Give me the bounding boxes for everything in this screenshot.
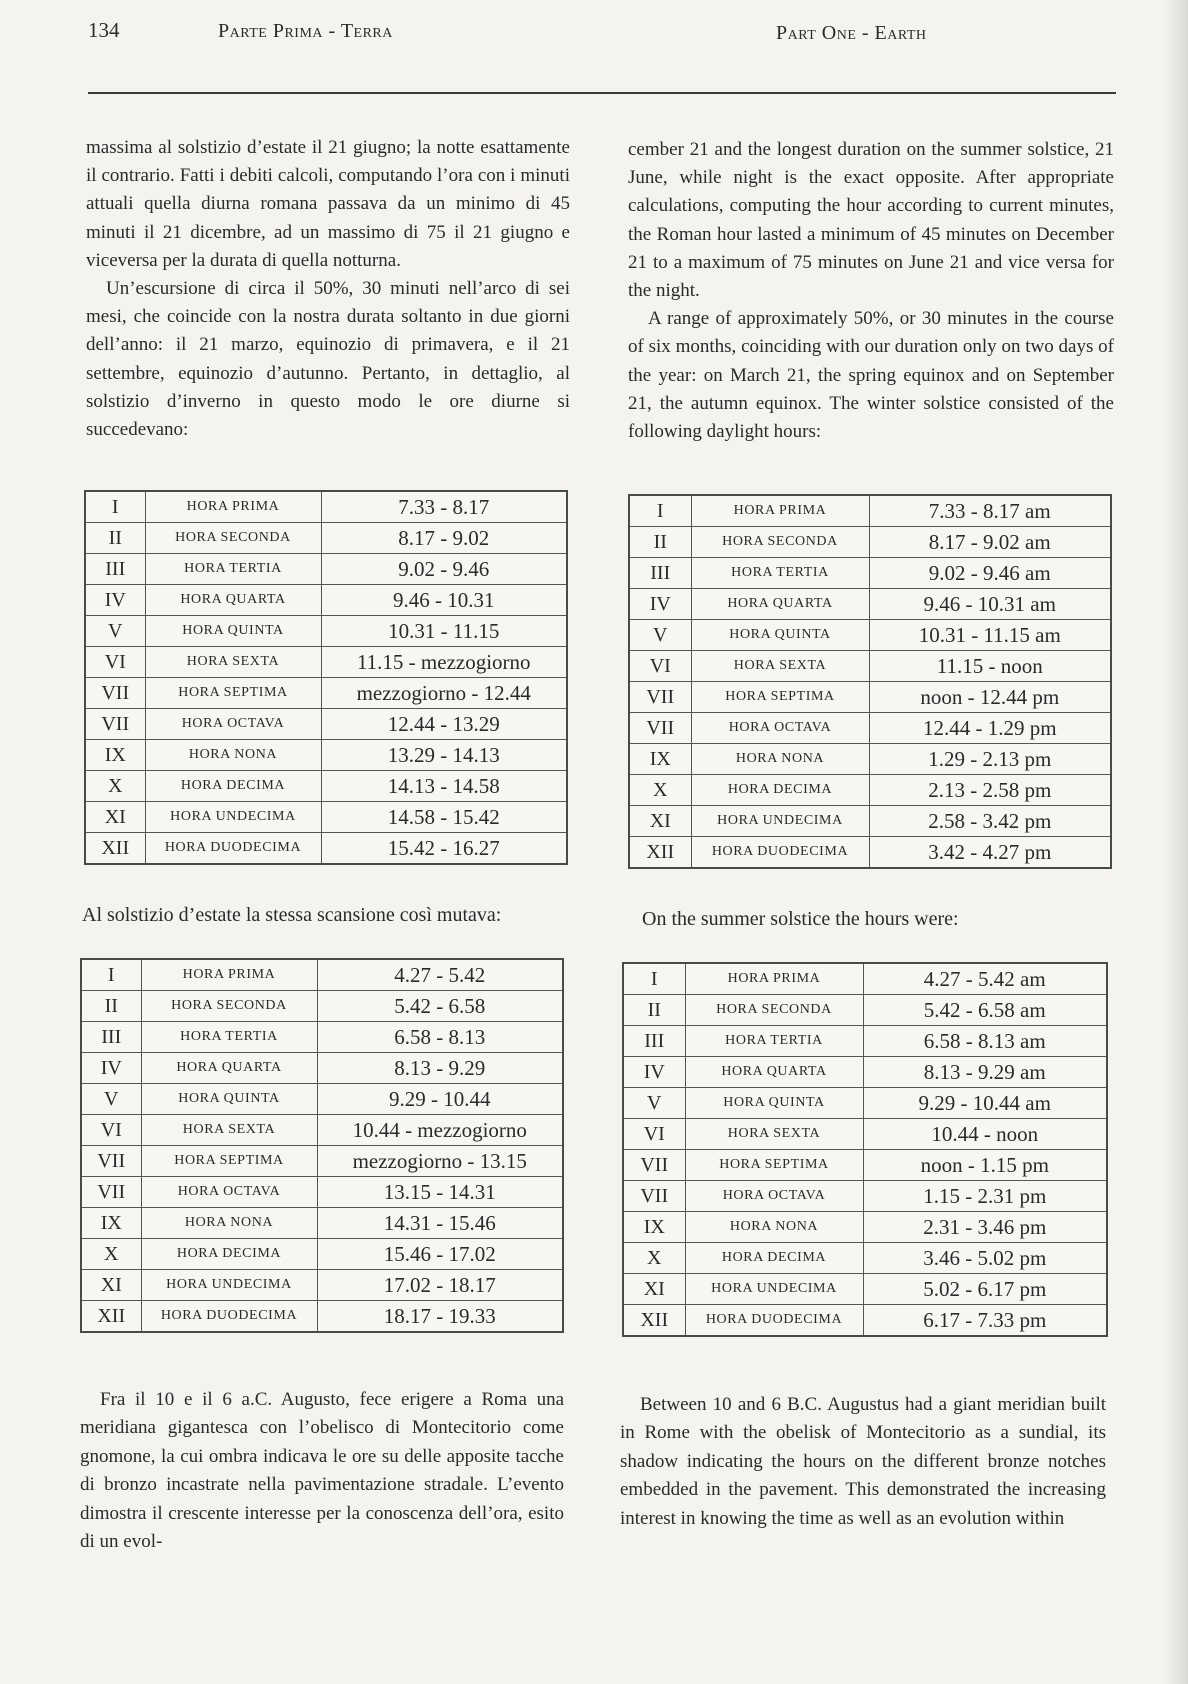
hour-numeral: X [81,1239,141,1270]
table-row [623,1181,1107,1212]
table-row [81,1146,563,1177]
hour-time-range: 2.13 - 2.58 pm [869,775,1111,806]
table-row [81,1115,563,1146]
hour-numeral: V [85,616,145,647]
hour-numeral: IX [81,1208,141,1239]
summer-caption-italian: Al solstizio d’estate la stessa scansione così mutava: [82,904,502,926]
hour-numeral: V [629,620,691,651]
hour-name: HORA QUINTA [685,1088,863,1119]
hour-numeral: VII [629,682,691,713]
hour-numeral: XI [81,1270,141,1301]
page-number: 134 [88,18,120,42]
hour-name: HORA DECIMA [685,1243,863,1274]
hour-numeral: II [85,523,145,554]
hour-name: HORA SEXTA [145,647,321,678]
hour-time-range: 12.44 - 1.29 pm [869,713,1111,744]
hour-name: HORA UNDECIMA [691,806,869,837]
hour-time-range: 11.15 - noon [869,651,1111,682]
table-row [85,802,567,833]
hour-time-range: 12.44 - 13.29 [321,709,567,740]
hour-numeral: XII [85,833,145,865]
hour-numeral: III [81,1022,141,1053]
table-row [85,709,567,740]
italian-paragraph-1: massima al solstizio d’estate il 21 giugno; la notte esattamente il contrario. Fatti i debiti calcoli, computando l’ora con i minuti attuali quella diurna romana passava da un minimo di 45 minuti il 21 dicembre, ad un massimo di 75 il 21 giugno e viceversa per la durata di quella notturna. [86,137,570,271]
hour-time-range: mezzogiorno - 13.15 [317,1146,563,1177]
table-row [629,495,1111,527]
hour-name: HORA DECIMA [141,1239,317,1270]
hour-name: HORA NONA [691,744,869,775]
hour-name: HORA TERTIA [691,558,869,589]
table-row [85,647,567,678]
hour-name: HORA QUINTA [141,1084,317,1115]
hour-numeral: XI [85,802,145,833]
italian-column-bottom [80,1386,564,1556]
hour-time-range: 10.31 - 11.15 [321,616,567,647]
hour-time-range: 15.42 - 16.27 [321,833,567,865]
hour-name: HORA SEXTA [685,1119,863,1150]
hour-name: HORA SEPTIMA [141,1146,317,1177]
hour-time-range: 10.44 - mezzogiorno [317,1115,563,1146]
hour-time-range: 6.58 - 8.13 am [863,1026,1107,1057]
table-row [623,995,1107,1026]
hour-numeral: XII [81,1301,141,1333]
hour-numeral: IV [85,585,145,616]
english-paragraph-3: Between 10 and 6 B.C. Augustus had a giant meridian built in Rome with the obelisk of Montecitorio as a sundial, its shadow indicating the hours on the different bronze notches embedded in the pavement. This demonstrated the increasing interest in knowing the time as well as an evolution within [620,1394,1106,1529]
hour-name: HORA PRIMA [685,963,863,995]
table-row [81,1208,563,1239]
hour-name: HORA TERTIA [141,1022,317,1053]
hour-name: HORA OCTAVA [691,713,869,744]
hour-name: HORA TERTIA [145,554,321,585]
table-row [623,1243,1107,1274]
table-row [623,1305,1107,1337]
hour-time-range: 2.31 - 3.46 pm [863,1212,1107,1243]
hour-numeral: III [629,558,691,589]
table-row [85,585,567,616]
hour-numeral: X [623,1243,685,1274]
table-row [81,1084,563,1115]
hour-time-range: 8.13 - 9.29 am [863,1057,1107,1088]
hour-name: HORA PRIMA [145,491,321,523]
hour-numeral: VI [85,647,145,678]
hour-time-range: 8.17 - 9.02 am [869,527,1111,558]
hour-name: HORA QUARTA [685,1057,863,1088]
hour-time-range: 2.58 - 3.42 pm [869,806,1111,837]
hour-numeral: IX [623,1212,685,1243]
table-row [81,1022,563,1053]
hour-name: HORA UNDECIMA [685,1274,863,1305]
table-row [81,1270,563,1301]
hour-time-range: 1.29 - 2.13 pm [869,744,1111,775]
hour-name: HORA PRIMA [141,959,317,991]
table-row [81,991,563,1022]
table-row [85,616,567,647]
hour-numeral: VI [623,1119,685,1150]
table-row [623,1212,1107,1243]
hour-name: HORA UNDECIMA [145,802,321,833]
table-row [623,1057,1107,1088]
hour-numeral: I [629,495,691,527]
table-row [81,1177,563,1208]
table-row [629,837,1111,869]
hour-time-range: 5.42 - 6.58 [317,991,563,1022]
hour-numeral: VII [81,1146,141,1177]
hour-time-range: 1.15 - 2.31 pm [863,1181,1107,1212]
hour-name: HORA SEXTA [141,1115,317,1146]
hour-time-range: 14.13 - 14.58 [321,771,567,802]
hour-name: HORA DUODECIMA [141,1301,317,1333]
summer-caption-english: On the summer solstice the hours were: [642,908,959,930]
hour-numeral: I [85,491,145,523]
hour-name: HORA SEXTA [691,651,869,682]
hour-time-range: 6.17 - 7.33 pm [863,1305,1107,1337]
table-row [623,1088,1107,1119]
hour-numeral: IV [623,1057,685,1088]
hour-time-range: 9.46 - 10.31 am [869,589,1111,620]
hour-time-range: 4.27 - 5.42 [317,959,563,991]
hour-numeral: XI [629,806,691,837]
hour-numeral: VII [623,1150,685,1181]
hour-name: HORA DECIMA [145,771,321,802]
hour-time-range: 10.31 - 11.15 am [869,620,1111,651]
table-row [629,682,1111,713]
hour-name: HORA TERTIA [685,1026,863,1057]
hour-numeral: VI [81,1115,141,1146]
summer-hours-table-english [622,962,1108,1337]
hour-time-range: 9.29 - 10.44 [317,1084,563,1115]
english-paragraph-2: A range of approximately 50%, or 30 minutes in the course of six months, coinciding with our duration only on two days of the year: on March 21, the spring equinox and on September 21, the autumn equinox. The winter solstice consisted of the following daylight hours: [628,308,1114,443]
hour-time-range: 7.33 - 8.17 [321,491,567,523]
table-row [81,1301,563,1333]
hour-numeral: II [629,527,691,558]
hour-time-range: 13.15 - 14.31 [317,1177,563,1208]
english-paragraph-1: cember 21 and the longest duration on the summer solstice, 21 June, while night is the exact opposite. After appropriate calculations, computing the hour according to current minutes, the Roman hour lasted a minimum of 45 minutes on December 21 to a maximum of 75 minutes on June 21 and vice versa for the night. [628,139,1114,302]
table-row [85,678,567,709]
table-row [629,651,1111,682]
hour-time-range: 4.27 - 5.42 am [863,963,1107,995]
hour-time-range: 9.02 - 9.46 [321,554,567,585]
hour-name: HORA QUARTA [145,585,321,616]
hour-time-range: 14.31 - 15.46 [317,1208,563,1239]
header-divider [88,92,1116,94]
hour-numeral: I [623,963,685,995]
hour-time-range: noon - 1.15 pm [863,1150,1107,1181]
hour-time-range: 18.17 - 19.33 [317,1301,563,1333]
hour-time-range: 5.02 - 6.17 pm [863,1274,1107,1305]
table-row [629,527,1111,558]
winter-hours-table-english [628,494,1112,869]
hour-time-range: 3.42 - 4.27 pm [869,837,1111,869]
hour-name: HORA SEPTIMA [685,1150,863,1181]
hour-numeral: II [81,991,141,1022]
hour-name: HORA OCTAVA [141,1177,317,1208]
hour-name: HORA SECONDA [141,991,317,1022]
hour-name: HORA QUINTA [145,616,321,647]
table-row [623,1026,1107,1057]
english-column-top [628,136,1114,446]
table-row [629,775,1111,806]
hour-time-range: mezzogiorno - 12.44 [321,678,567,709]
hour-name: HORA QUARTA [691,589,869,620]
hour-numeral: XII [629,837,691,869]
summer-hours-table-italian [80,958,564,1333]
hour-name: HORA DUODECIMA [691,837,869,869]
hour-time-range: 10.44 - noon [863,1119,1107,1150]
hour-numeral: VII [623,1181,685,1212]
hour-name: HORA OCTAVA [685,1181,863,1212]
table-row [85,523,567,554]
hour-name: HORA NONA [141,1208,317,1239]
hour-name: HORA SECONDA [145,523,321,554]
hour-name: HORA DUODECIMA [685,1305,863,1337]
hour-time-range: 5.42 - 6.58 am [863,995,1107,1026]
hour-time-range: 11.15 - mezzogiorno [321,647,567,678]
hour-time-range: 6.58 - 8.13 [317,1022,563,1053]
hour-numeral: VII [85,709,145,740]
table-row [629,744,1111,775]
hour-numeral: IX [629,744,691,775]
winter-hours-table-italian [84,490,568,865]
table-row [85,771,567,802]
table-row [81,1053,563,1084]
table-row [623,1119,1107,1150]
hour-name: HORA SEPTIMA [145,678,321,709]
hour-numeral: VII [629,713,691,744]
hour-time-range: 15.46 - 17.02 [317,1239,563,1270]
table-row [629,806,1111,837]
hour-name: HORA SECONDA [691,527,869,558]
hour-time-range: 17.02 - 18.17 [317,1270,563,1301]
page-header [88,14,1118,54]
hour-numeral: X [629,775,691,806]
table-row [623,1274,1107,1305]
hour-name: HORA QUINTA [691,620,869,651]
hour-name: HORA UNDECIMA [141,1270,317,1301]
hour-numeral: IV [629,589,691,620]
hour-name: HORA SEPTIMA [691,682,869,713]
hour-time-range: 8.13 - 9.29 [317,1053,563,1084]
table-row [85,740,567,771]
table-row [85,833,567,865]
table-row [629,589,1111,620]
hour-name: HORA OCTAVA [145,709,321,740]
table-row [629,558,1111,589]
running-head-italian: Parte Prima - Terra [218,20,393,42]
italian-paragraph-2: Un’escursione di circa il 50%, 30 minuti nell’arco di sei mesi, che coincide con la nostra durata soltanto in due giorni dell’anno: il 21 marzo, equinozio di primavera, e il 21 settembre, equinozio d’autunno. Pertanto, in dettaglio, al solstizio d’inverno in questo modo le ore diurne si succedevano: [86,278,570,441]
hour-time-range: 9.02 - 9.46 am [869,558,1111,589]
hour-time-range: 9.29 - 10.44 am [863,1088,1107,1119]
hour-name: HORA SECONDA [685,995,863,1026]
hour-name: HORA DUODECIMA [145,833,321,865]
italian-paragraph-3: Fra il 10 e il 6 a.C. Augusto, fece erigere a Roma una meridiana gigantesca con l’obelisco di Montecitorio come gnomone, la cui ombra indicava le ore su delle apposite tacche di bronzo incastrate nella pavimentazione stradale. L’evento dimostra il crescente interesse per la conoscenza dell’ora, esito di un evol- [80,1389,564,1553]
hour-numeral: II [623,995,685,1026]
hour-name: HORA NONA [685,1212,863,1243]
table-row [623,963,1107,995]
running-head-english: Part One - Earth [776,22,927,44]
table-row [85,491,567,523]
hour-numeral: III [85,554,145,585]
table-row [81,1239,563,1270]
hour-time-range: 7.33 - 8.17 am [869,495,1111,527]
hour-numeral: XII [623,1305,685,1337]
table-row [85,554,567,585]
english-column-bottom [620,1391,1106,1533]
hour-time-range: 3.46 - 5.02 pm [863,1243,1107,1274]
table-row [623,1150,1107,1181]
page-edge-shadow [1164,0,1188,1684]
hour-numeral: XI [623,1274,685,1305]
hour-numeral: VII [81,1177,141,1208]
hour-numeral: IV [81,1053,141,1084]
hour-numeral: IX [85,740,145,771]
hour-numeral: I [81,959,141,991]
hour-numeral: V [623,1088,685,1119]
table-row [81,959,563,991]
table-row [629,620,1111,651]
hour-numeral: VI [629,651,691,682]
hour-numeral: VII [85,678,145,709]
hour-time-range: noon - 12.44 pm [869,682,1111,713]
italian-column-top [86,134,570,444]
hour-numeral: V [81,1084,141,1115]
hour-time-range: 14.58 - 15.42 [321,802,567,833]
hour-name: HORA NONA [145,740,321,771]
hour-numeral: III [623,1026,685,1057]
hour-time-range: 8.17 - 9.02 [321,523,567,554]
hour-name: HORA DECIMA [691,775,869,806]
table-row [629,713,1111,744]
hour-time-range: 13.29 - 14.13 [321,740,567,771]
hour-time-range: 9.46 - 10.31 [321,585,567,616]
hour-name: HORA PRIMA [691,495,869,527]
hour-name: HORA QUARTA [141,1053,317,1084]
hour-numeral: X [85,771,145,802]
